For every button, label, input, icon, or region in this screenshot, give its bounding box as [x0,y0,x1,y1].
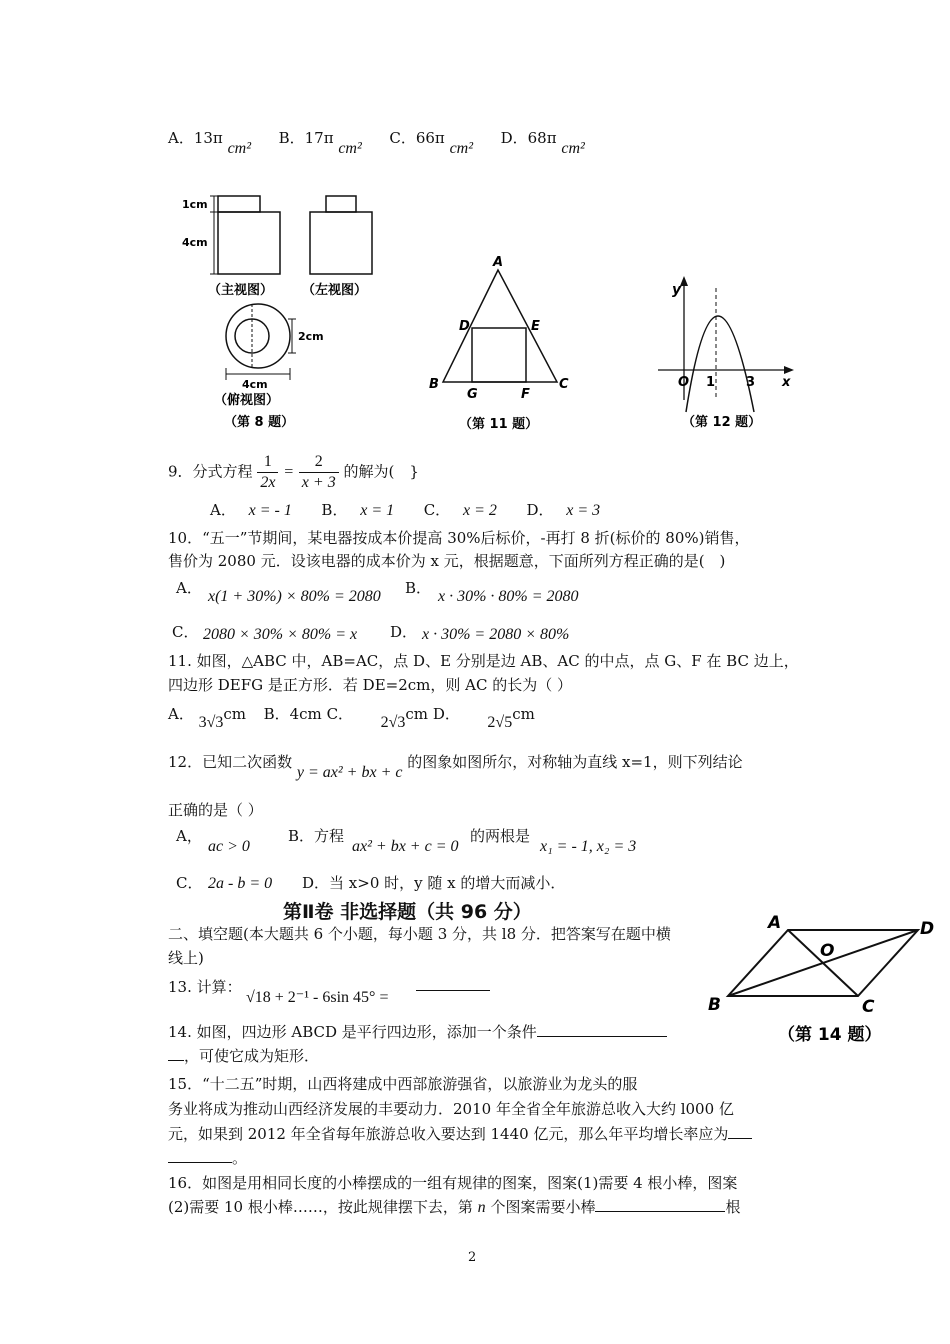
q16-line-2: (2)需要 10 根小棒……，按此规律摆下去，第 n 个图案需要小棒 根 [168,1198,741,1216]
square-defg [472,328,526,382]
label-d: D [459,319,470,334]
front-view-label: （主视图） [208,283,274,298]
q9-option-b: x = 1 [360,502,395,519]
diagonal-bd [728,930,918,996]
q16-variable-n: n [477,1199,486,1216]
label-c: C [862,997,875,1017]
q16-answer-blank[interactable] [595,1197,725,1212]
label-a: A [768,913,782,933]
q12-option-b-mid: 的两根是 [470,827,531,845]
q13-expression: √18 + 2⁻¹ - 6sin 45° = [246,989,389,1006]
q8-option-d: D．68π [500,129,557,147]
page-number: 2 [468,1250,477,1265]
label-d: D [920,919,935,939]
q13-answer-blank[interactable] [416,990,490,991]
q12-option-a-label: A， [176,827,202,845]
q9-option-a: x = - 1 [248,502,292,519]
q12-option-a: ac > 0 [208,838,250,855]
q10-options-ab: A． [176,579,202,597]
label-c: C [559,377,569,392]
q12-option-b-roots: x₁ = - 1, x₂ = 3 [540,838,637,855]
dim-1cm: 1cm [182,198,208,211]
q11-option-d: 2√5 [487,714,513,731]
q9-tail: 的解为( } [343,462,419,481]
q9-option-c: x = 2 [462,502,497,519]
q15-line-1: 15．“十二五”时期，山西将建成中西部旅游强省，以旅游业为龙头的服 [168,1075,638,1093]
part-2-intro-line-1: 二、填空题(本大题共 6 个小题，每小题 3 分，共 l8 分．把答案写在题中横 [168,925,671,943]
label-o: O [820,941,835,961]
label-origin: O [678,375,690,390]
q10-option-a: x(1 + 30%) × 80% = 2080 [208,588,381,605]
q11-triangle-figure [425,252,585,437]
q8-options [168,128,585,157]
q9-label: 9．分式方程 [168,462,253,481]
q9-rhs-fraction: $\frac{2}{x + 3}$ [299,452,339,493]
q9-stem [168,452,419,493]
q14-line-1: 14. 如图，四边形 ABCD 是平行四边形，添加一个条件 [168,1022,667,1042]
top-view-label: （俯视图） [214,393,280,408]
q12-option-b-label: B．方程 [288,827,345,845]
label-x: x [782,375,791,390]
label-y: y [672,282,682,298]
q15-line-4: 。 [168,1148,247,1168]
q15-line-2: 务业将成为推动山西经济发展的丰要动力．2010 年全省全年旅游总收入大约 l000 亿 [168,1100,734,1118]
q8-three-views-figure [180,188,390,438]
label-f: F [521,387,530,402]
q11-option-c: 2√3 [380,714,406,731]
label-b: B [429,377,439,392]
q8-option-b: B．17π [278,129,334,147]
dim-2cm: 2cm [298,330,324,343]
left-view-top-block [326,196,356,212]
q12-line-2: 正确的是（ ） [168,801,263,819]
q11-figure-caption: （第 11 题） [459,417,539,432]
q11-option-b: B．4cm [263,705,322,723]
q8-unit-d: cm² [561,140,585,157]
label-a: A [493,255,504,270]
q14-parallelogram-figure [700,908,950,1058]
q15-answer-blank[interactable] [728,1124,752,1139]
q12-option-c: 2a - b = 0 [208,875,273,892]
part-2-intro-line-2: 线上) [168,949,204,967]
q12-option-b-equation: ax² + bx + c = 0 [352,838,459,855]
q14-figure-caption: （第 14 题） [778,1025,882,1045]
left-view-label: （左视图） [302,283,368,298]
q9-equals: = [283,463,295,481]
q11-options: A． 3√3cm B．4cm C． 2√3cm D． 2√5cm [168,705,535,731]
q10-option-b-label: B． [405,579,432,597]
q15-answer-blank-continued[interactable] [168,1148,232,1163]
q9-option-d: x = 3 [566,502,601,519]
q8-unit-a: cm² [227,140,252,157]
front-view-top-block [218,196,260,212]
q10-option-d-label: D． [390,623,418,641]
label-b: B [708,995,721,1015]
q10-option-c-label: C． [172,623,199,641]
q10-option-b: x · 30% · 80% = 2080 [438,588,579,605]
q10-line-2: 售价为 2080 元．设该电器的成本价为 x 元，根据题意，下面所列方程正确的是( ) [168,552,726,570]
label-e: E [531,319,540,334]
q16-line-1: 16．如图是用相同长度的小棒摆成的一组有规律的图案，图案(1)需要 4 根小棒，图案 [168,1174,738,1192]
front-view-body [218,212,280,274]
part-2-title: 第Ⅱ卷 非选择题（共 96 分） [283,901,532,923]
left-view-body [310,212,372,274]
q8-option-c: C．66π [389,129,445,147]
q10-option-d: x · 30% = 2080 × 80% [422,626,570,643]
q12-option-d: D．当 x>0 时，y 随 x 的增大而减小． [302,874,566,892]
q8-unit-c: cm² [449,140,474,157]
q15-line-3: 元，如果到 2012 年全省每年旅游总收入要达到 1440 亿元，那么年平均增长率应为 [168,1124,752,1144]
q8-figure-caption: （第 8 题） [224,415,295,430]
q12-function: y = ax² + bx + c [296,764,403,781]
q9-options: A． x = - 1 B． x = 1 C． x = 2 D． x = 3 [210,501,601,519]
q12-parabola-figure [650,272,800,437]
dim-4cm-width: 4cm [242,378,268,391]
dim-4cm-height: 4cm [182,236,208,249]
parabola-curve [686,316,754,412]
label-1: 1 [706,375,716,390]
q14-line-2: ，可使它成为矩形． [168,1046,319,1066]
q14-answer-blank-continued[interactable] [168,1046,184,1061]
q11-line-1: 11. 如图，△ABC 中，AB=AC，点 D、E 分别是边 AB、AC 的中点，点 G、F 在 BC 边上， [168,652,799,670]
label-g: G [467,387,478,402]
q9-lhs-fraction: $\frac{1}{2x}$ [257,452,278,493]
q8-option-a: A．13π [168,129,223,147]
q8-unit-b: cm² [338,140,362,157]
q10-line-1: 10．“五一”节期间，某电器按成本价提高 30%后标价，-再打 8 折(标价的 80%)销售， [168,529,750,547]
q11-line-2: 四边形 DEFG 是正方形．若 DE=2cm，则 AC 的长为（ ） [168,676,572,694]
q14-answer-blank[interactable] [537,1022,667,1037]
q12-stem: 12．已知二次函数 y = ax² + bx + c 的图象如图所尔，对称轴为直线 x=1，则下列结论 [168,753,743,781]
label-3: 3 [746,375,756,390]
q10-option-c: 2080 × 30% × 80% = x [203,626,358,643]
q12-figure-caption: （第 12 题） [682,415,762,430]
q13-label: 13. 计算： [168,978,242,996]
q12-option-c-label: C． [176,874,203,892]
q11-option-a: 3√3 [198,714,224,731]
